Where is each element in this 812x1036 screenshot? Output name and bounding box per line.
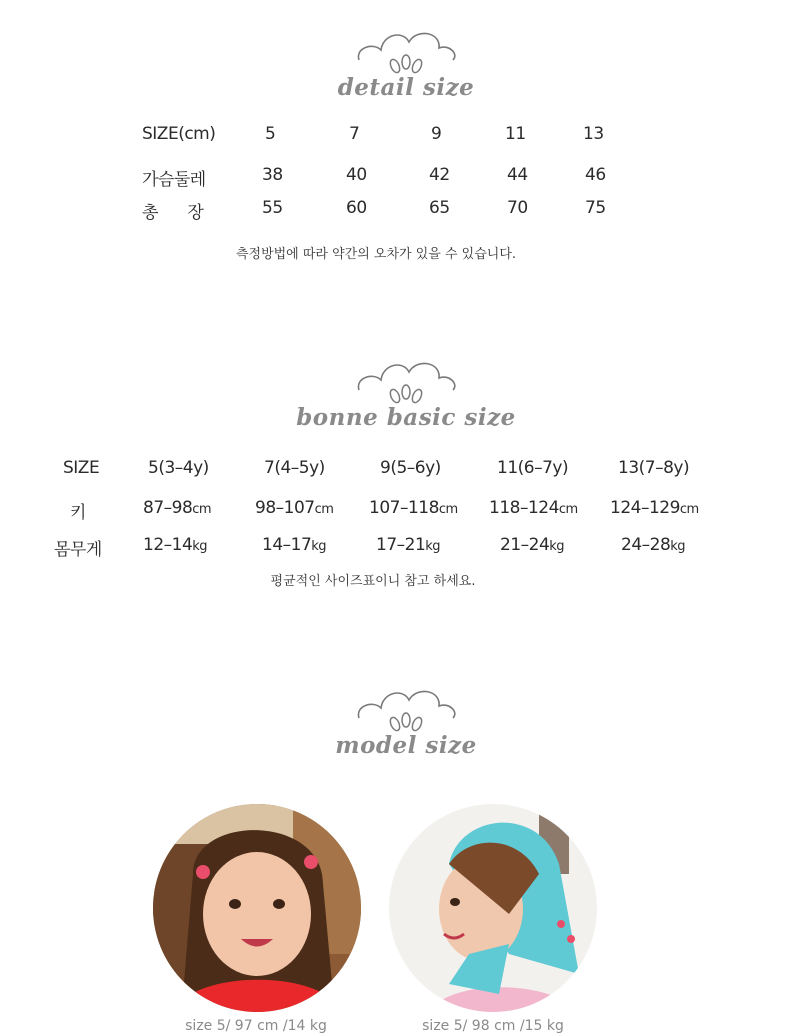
table-cell: 40 xyxy=(346,165,367,185)
table-cell: 70 xyxy=(507,198,528,218)
model-size-heading xyxy=(0,684,812,759)
row-label-length: 총 장 xyxy=(142,203,204,223)
table-cell: 60 xyxy=(346,198,367,218)
table-header-cell: 7 xyxy=(349,124,360,144)
table-cell: 124–129cm xyxy=(610,498,699,518)
basic-size-heading xyxy=(0,356,812,431)
model-photo-1 xyxy=(153,804,361,1012)
model-size-title: model size xyxy=(335,732,477,759)
cloud-ornament-icon xyxy=(351,26,461,78)
cloud-ornament-icon xyxy=(351,356,461,408)
table-header-cell: 9 xyxy=(431,124,442,144)
table-header-cell: 5(3–4y) xyxy=(148,458,209,478)
table-cell: 75 xyxy=(585,198,606,218)
table-cell: 65 xyxy=(429,198,450,218)
table-cell: 38 xyxy=(262,165,283,185)
model-photo-girl-scarf xyxy=(389,804,597,1012)
cloud-ornament-icon xyxy=(351,684,461,736)
row-label-height: 키 xyxy=(70,503,86,523)
table-cell: 14–17kg xyxy=(262,535,327,555)
model-caption-1: size 5/ 97 cm /14 kg xyxy=(185,1018,327,1034)
row-label-chest: 가슴둘레 xyxy=(142,170,206,190)
table-cell: 17–21kg xyxy=(376,535,441,555)
table-header-cell: 5 xyxy=(265,124,276,144)
table-header-cell: 11 xyxy=(505,124,526,144)
table-cell: 46 xyxy=(585,165,606,185)
table-cell: 42 xyxy=(429,165,450,185)
table-header-cell: 13(7–8y) xyxy=(618,458,690,478)
table-cell: 107–118cm xyxy=(369,498,458,518)
model-photo-2 xyxy=(389,804,597,1012)
table-header-cell: 11(6–7y) xyxy=(497,458,569,478)
detail-size-note: 측정방법에 따라 약간의 오차가 있을 수 있습니다. xyxy=(235,247,517,262)
table-cell: 118–124cm xyxy=(489,498,578,518)
table-cell: 24–28kg xyxy=(621,535,686,555)
model-caption-2: size 5/ 98 cm /15 kg xyxy=(422,1018,564,1034)
table-cell: 21–24kg xyxy=(500,535,565,555)
table-cell: 12–14kg xyxy=(143,535,208,555)
detail-size-title: detail size xyxy=(337,74,475,101)
table-cell: 44 xyxy=(507,165,528,185)
row-label-weight: 몸무게 xyxy=(54,540,102,560)
table-cell: 87–98cm xyxy=(143,498,212,518)
table-header-cell: 9(5–6y) xyxy=(380,458,441,478)
basic-size-title: bonne basic size xyxy=(296,404,516,431)
detail-size-heading xyxy=(0,26,812,101)
table-header-cell: SIZE xyxy=(63,458,100,478)
table-header-cell: SIZE(cm) xyxy=(142,124,216,144)
table-header-cell: 7(4–5y) xyxy=(264,458,325,478)
model-photo-girl-red-shirt xyxy=(153,804,361,1012)
table-header-cell: 13 xyxy=(583,124,604,144)
table-cell: 98–107cm xyxy=(255,498,334,518)
basic-size-note: 평균적인 사이즈표이니 참고 하세요. xyxy=(270,574,476,589)
table-cell: 55 xyxy=(262,198,283,218)
